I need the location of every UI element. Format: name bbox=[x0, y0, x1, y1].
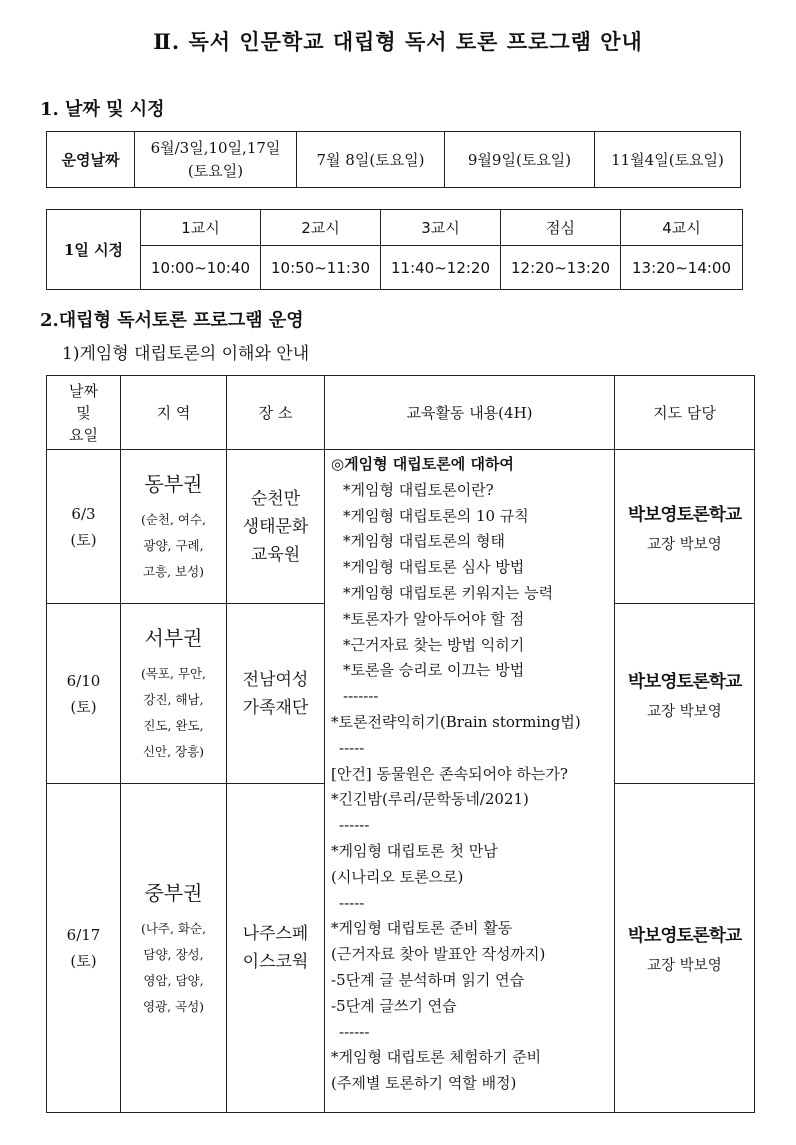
period-cell: 4교시 bbox=[621, 210, 743, 246]
row-region: 중부권 (나주, 화순, 담양, 장성, 영암, 담양, 영광, 곡성) bbox=[121, 784, 227, 1113]
row-teacher: 박보영토론학교 교장 박보영 bbox=[615, 450, 755, 604]
signature: 박보영토론학교 bbox=[627, 504, 742, 525]
date-cell-november: 11월4일(토요일) bbox=[595, 132, 741, 188]
row-teacher: 박보영토론학교 교장 박보영 bbox=[615, 604, 755, 784]
time-cell: 13:20∼14:00 bbox=[621, 246, 743, 290]
period-cell: 점심 bbox=[501, 210, 621, 246]
section-heading-program: 2.대립형 독서토론 프로그램 운영 bbox=[40, 310, 304, 331]
period-cell: 1교시 bbox=[141, 210, 261, 246]
header-date: 날짜 및 요일 bbox=[47, 376, 121, 450]
time-cell: 12:20∼13:20 bbox=[501, 246, 621, 290]
program-table bbox=[46, 375, 755, 1113]
table-row bbox=[47, 450, 755, 604]
row-region: 동부권 (순천, 여수, 광양, 구례, 고흥, 보성) bbox=[121, 450, 227, 604]
header-region: 지 역 bbox=[121, 376, 227, 450]
time-cell: 10:00∼10:40 bbox=[141, 246, 261, 290]
row-teacher: 박보영토론학교 교장 박보영 bbox=[615, 784, 755, 1113]
schedule-label: 1일 시정 bbox=[47, 210, 141, 290]
row-date: 6/10 (토) bbox=[47, 604, 121, 784]
row-place: 나주스페 이스코웍 bbox=[227, 784, 325, 1113]
content-cell: ◎게임형 대립토론에 대하여 *게임형 대립토론이란? *게임형 대립토론의 10 규칙 *게임형 대립토론의 형태 *게임형 대립토론 심사 방법 *게임형 대립토론 키워지는 능력 *토론자가 알아두어야 할 점 *근거자료 찾는 방법 익히기 *토론을 승리로 이끄는 방법 ------- *토론전략익히기(Brain storming법) ----- [안건] 동물원은 존속되어야 하는가? *긴긴밤(루리/문학동네/2021) ------ *게임형 대립토론 첫 만남 (시나리오 토론으로) ----- *게임형 대립토론 준비 활동 (근거자료 찾아 발표안 작성까지) -5단계 글 분석하며 읽기 연습 -5단계 글쓰기 연습 ------ *게임형 대립토론 체험하기 준비 (주제별 토론하기 역할 배정) bbox=[325, 450, 615, 1113]
period-cell: 3교시 bbox=[381, 210, 501, 246]
date-cell-september: 9월9일(토요일) bbox=[445, 132, 595, 188]
header-teacher: 지도 담당 bbox=[615, 376, 755, 450]
section-heading-schedule: 1. 날짜 및 시정 bbox=[40, 99, 165, 120]
period-cell: 2교시 bbox=[261, 210, 381, 246]
row-place: 전남여성 가족재단 bbox=[227, 604, 325, 784]
row-place: 순천만 생태문화 교육원 bbox=[227, 450, 325, 604]
dates-label: 운영날짜 bbox=[47, 132, 135, 188]
schedule-table bbox=[46, 209, 743, 290]
dates-table bbox=[46, 131, 741, 188]
header-place: 장 소 bbox=[227, 376, 325, 450]
signature: 박보영토론학교 bbox=[627, 671, 742, 692]
row-date: 6/17 (토) bbox=[47, 784, 121, 1113]
signature: 박보영토론학교 bbox=[627, 926, 742, 946]
time-cell: 11:40∼12:20 bbox=[381, 246, 501, 290]
page-title: Ⅱ. 독서 인문학교 대립형 독서 토론 프로그램 안내 bbox=[153, 29, 643, 54]
time-cell: 10:50∼11:30 bbox=[261, 246, 381, 290]
subsection-heading: 1)게임형 대립토론의 이해와 안내 bbox=[62, 344, 310, 364]
header-content: 교육활동 내용(4H) bbox=[325, 376, 615, 450]
row-region: 서부권 (목포, 무안, 강진, 해남, 진도, 완도, 신안, 장흥) bbox=[121, 604, 227, 784]
date-cell-june: 6월/3일,10일,17일 (토요일) bbox=[135, 132, 297, 188]
row-date: 6/3 (토) bbox=[47, 450, 121, 604]
date-cell-july: 7월 8일(토요일) bbox=[297, 132, 445, 188]
